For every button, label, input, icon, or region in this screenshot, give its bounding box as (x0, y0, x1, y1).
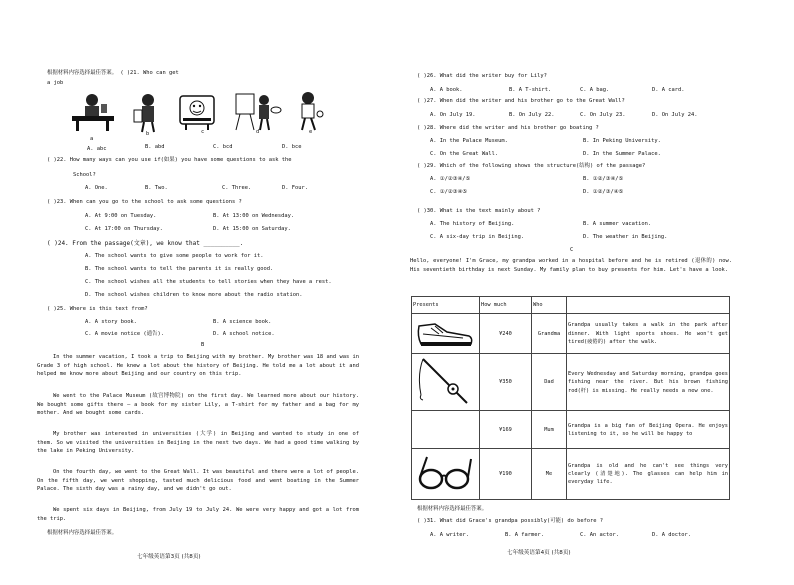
q25-opt-c: C. A movie notice (通告). (85, 331, 164, 337)
who-cell: Mum (532, 411, 567, 449)
q23-opt-b: B. At 13:00 on Wednesday. (213, 213, 295, 219)
q30-opt-d: D. The weather in Beijing. (583, 234, 668, 240)
q25-opt-a: A. A story book. (85, 319, 137, 325)
who-cell: Dad (532, 354, 567, 411)
q30-opt-c: C. A six-day trip in Beijing. (430, 234, 525, 240)
q29-opt-d: D. ①②/③/④⑤ (583, 189, 624, 195)
q21-line1: 根据材料内容选择最佳答案。 ( )21. Who can get (47, 70, 179, 76)
table-row (412, 449, 730, 499)
section-c-heading: C (570, 247, 574, 253)
q21-opt-a: A. abc (87, 146, 107, 152)
right-end-instruction: 根据材料内容选择最佳答案。 (417, 506, 488, 512)
q26-opt-d: D. A card. (652, 87, 685, 93)
q24-opt-c: C. The school wishes all the students to tell stories when they have a rest. (85, 279, 332, 285)
q22-line2: School? (73, 172, 96, 178)
q22-line1: ( )22. How many ways can you use if(如果) you have some questions to ask the (47, 157, 292, 163)
q24-opt-a: A. The school wants to give some people to work for it. (85, 253, 264, 259)
q28-question: ( )28. Where did the writer and his brother go boating ? (417, 125, 599, 131)
q22-opt-d: D. Four. (282, 185, 308, 191)
passage-b-para-5: We spent six days in Beijing, from July 19 to July 24. We were very happy and got a lot from the trip. (37, 507, 359, 522)
passage-b-para-3: My brother was interested in universities (大学) in Beijing and wanted to study in one of them. So we visited the universities in Beijing in the next two days. We had a good time walking by the lake in Peking University. (37, 431, 359, 455)
price-cell: ¥240 (480, 314, 532, 354)
jobs-illustration (68, 88, 328, 136)
description-cell: Grandpa usually takes a walk in the park after dinner. With light sports shoes. He won't get tired(疲倦的) after the walk. (567, 314, 730, 354)
q28-opt-a: A. In the Palace Museum. (430, 138, 508, 144)
table-row (412, 411, 730, 449)
painter-figure (236, 94, 281, 130)
description-cell: Grandpa is old and he can't see things very clearly (清楚地). The glasses can help him in everyday life. (567, 449, 730, 499)
sports-shoe-icon (413, 314, 477, 350)
q21-opt-b: B. abd (145, 144, 165, 150)
q23-opt-d: D. At 15:00 on Saturday. (213, 226, 291, 232)
q23-opt-c: C. At 17:00 on Thursday. (85, 226, 163, 232)
presents-table (411, 296, 730, 500)
passage-b-para-2: We went to the Palace Museum (故宫博物院) on the first day. We learned more about our history. We bought some gifts there — a book for my sister Lily, a T-shirt for my father and a bag for my mother. And we bought some cards. (37, 393, 359, 417)
q29-question: ( )29. Which of the following shows the structure(结构) of the passage? (417, 163, 646, 169)
q25-opt-b: B. A science book. (213, 319, 272, 325)
q30-opt-b: B. A summer vacation. (583, 221, 652, 227)
price-cell: ¥190 (480, 449, 532, 499)
present-image-cell (412, 449, 480, 499)
boy-figure (302, 92, 323, 130)
pic-label-a: a (90, 136, 94, 142)
q29-opt-c: C. ①/②③④⑤ (430, 189, 468, 195)
pic-label-c: c (201, 129, 205, 135)
q30-question: ( )30. What is the text mainly about ? (417, 208, 541, 214)
left-end-instruction: 根据材料内容选择最佳答案。 (47, 530, 118, 536)
q29-opt-a: A. ①/②③④/⑤ (430, 176, 471, 182)
q22-opt-c: C. Three. (222, 185, 252, 191)
table-row (412, 314, 730, 354)
q27-question: ( )27. When did the writer and his brother go to the Great Wall? (417, 98, 625, 104)
radio-figure (180, 96, 214, 130)
q25-question: ( )25. Where is this text from? (47, 306, 148, 312)
pic-label-d: d (256, 129, 260, 135)
col-header-presents: Presents (412, 297, 480, 314)
q27-opt-b: B. On July 22. (509, 112, 555, 118)
left-page-footer: 七年级英语第3页 (共8页) (137, 554, 201, 560)
present-image-cell (412, 314, 480, 354)
q25-opt-d: D. A school notice. (213, 331, 275, 337)
q31-opt-a: A. A writer. (430, 532, 469, 538)
q29-opt-b: B. ①②/③④/⑤ (583, 176, 624, 182)
col-header-how-much: How much (480, 297, 532, 314)
section-b-heading: B (201, 342, 205, 348)
q28-opt-b: B. In Peking University. (583, 138, 661, 144)
who-cell: Grandma (532, 314, 567, 354)
q27-opt-d: D. On July 24. (652, 112, 698, 118)
col-header-blank (567, 297, 730, 314)
table-header-row (412, 297, 730, 314)
q27-opt-c: C. On July 23. (580, 112, 626, 118)
description-cell: Grandpa is a big fan of Beijing Opera. He enjoys listening to it, so he will be happy to (567, 411, 730, 449)
pic-label-b: b (146, 131, 150, 137)
q24-opt-d: D. The school wishes children to know more about the radio station. (85, 292, 303, 298)
q24-opt-b: B. The school wants to tell the parents it is really good. (85, 266, 274, 272)
passage-b-para-4: On the fourth day, we went to the Great Wall. It was beautiful and there were a lot of people. On the fifth day, we went shopping, tasted much delicious food and went boating in the Summer Palace. The sixth day was a rainy day, and we didn't go out. (37, 469, 359, 493)
q22-opt-a: A. One. (85, 185, 108, 191)
price-cell: ¥169 (480, 411, 532, 449)
q24-question: ( )24. From the passage(文章), we know that __________. (47, 240, 244, 247)
right-page-footer: 七年级英语第4页 (共8页) (507, 550, 571, 556)
description-cell: Every Wednesday and Saturday morning, grandpa goes fishing near the river. But his brown fishing rod(杆) is missing. He really needs a new one. (567, 354, 730, 411)
q27-opt-a: A. On July 19. (430, 112, 476, 118)
q28-opt-d: D. In the Summer Palace. (583, 151, 661, 157)
q31-opt-c: C. An actor. (580, 532, 619, 538)
writer-figure (72, 94, 114, 131)
q26-opt-b: B. A T-shirt. (509, 87, 552, 93)
q30-opt-a: A. The history of Beijing. (430, 221, 515, 227)
q31-opt-b: B. A farmer. (505, 532, 544, 538)
glasses-icon (413, 449, 477, 495)
q22-opt-b: B. Two. (145, 185, 168, 191)
table-row (412, 354, 730, 411)
fishing-rod-icon (413, 355, 477, 407)
passage-c-intro: Hello, everyone! I'm Grace, my grandpa worked in a hospital before and he is retired (退休的) now. His seventieth birthday is next Sunday. My family plan to buy presents for him. Let's have a look. (410, 258, 732, 273)
q23-opt-a: A. At 9:00 on Tuesday. (85, 213, 157, 219)
teacher-figure (134, 94, 154, 132)
q26-opt-c: C. A bag. (580, 87, 610, 93)
q31-question: ( )31. What did Grace's grandpa possibly(可能) do before ? (417, 518, 604, 524)
q21-opt-c: C. bcd (213, 144, 233, 150)
q31-opt-d: D. A doctor. (652, 532, 691, 538)
col-header-who: Who (532, 297, 567, 314)
q21-line2: a job (47, 80, 64, 86)
q21-opt-d: D. bce (282, 144, 302, 150)
q23-question: ( )23. When can you go to the school to ask some questions ? (47, 199, 242, 205)
q28-opt-c: C. On the Great Wall. (430, 151, 499, 157)
q26-question: ( )26. What did the writer buy for Lily? (417, 73, 547, 79)
pic-label-e: e (309, 129, 313, 135)
q26-opt-a: A. A book. (430, 87, 463, 93)
price-cell: ¥350 (480, 354, 532, 411)
who-cell: Me (532, 449, 567, 499)
present-image-cell (412, 411, 480, 449)
passage-b-para-1: In the summer vacation, I took a trip to Beijing with my brother. My brother was 18 and was in Grade 3 of high school. He knew a lot about the history of Beijing. He told me a lot about it and helped me know more about Beijing and our country on this trip. (37, 354, 359, 378)
present-image-cell (412, 354, 480, 411)
